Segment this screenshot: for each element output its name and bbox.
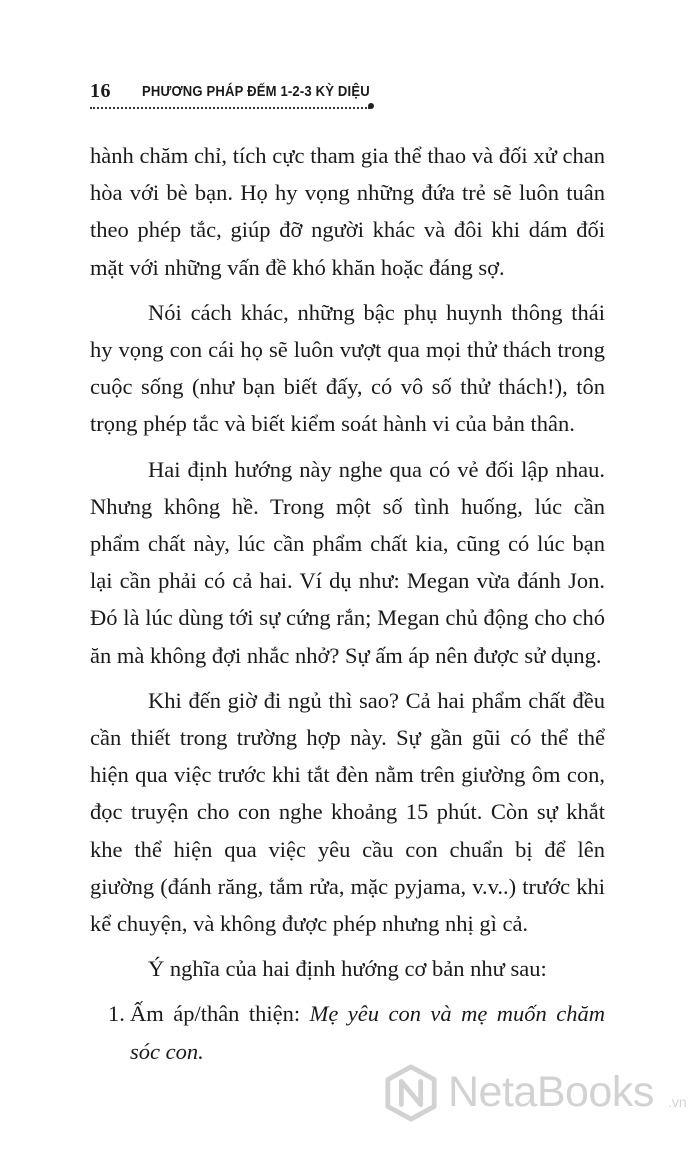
header-dotted-rule	[90, 107, 370, 109]
header-rule-end-dot	[368, 103, 374, 109]
paragraph-continued: hành chăm chỉ, tích cực tham gia thể thao và đối xử chan hòa với bè bạn. Họ hy vọng những đứa trẻ sẽ luôn tuân theo phép tắc, giúp đỡ người khác và đôi khi dám đối mặt với những vấn đề khó khăn hoặc đáng sợ.	[90, 143, 605, 280]
netabooks-logo-icon	[382, 1064, 440, 1122]
body-text	[90, 137, 605, 1070]
paragraph: Ý nghĩa của hai định hướng cơ bản như sau:	[148, 956, 547, 982]
page-number: 16	[90, 80, 111, 102]
book-title: PHƯƠNG PHÁP ĐẾM 1-2-3 KỲ DIỆU	[142, 84, 370, 100]
watermark-text: NetaBooks	[448, 1068, 654, 1116]
list-number: 1.	[108, 1001, 125, 1027]
paragraph: Nói cách khác, những bậc phụ huynh thông thái hy vọng con cái họ sẽ luôn vượt qua mọi thử thách trong cuộc sống (như bạn biết đấy, có vô số thử thách!), tôn trọng phép tắc và biết kiểm soát hành vi của bản thân.	[90, 299, 605, 437]
list-item-quote: Mẹ yêu con và mẹ muốn chăm sóc con.	[130, 1001, 605, 1064]
paragraph: Khi đến giờ đi ngủ thì sao? Cả hai phẩm chất đều cần thiết trong trường hợp này. Sự gần gũi có thể thể hiện qua việc trước khi tắt đèn nằm trên giường ôm con, đọc truyện cho con nghe khoảng 15 phút. Còn sự khắt khe thể hiện qua việc yêu cầu con chuẩn bị để lên giường (đánh răng, tắm rửa, mặc pyjama, v.v..) trước khi kể chuyện, và không được phép nhưng nhị gì cả.	[90, 687, 605, 937]
running-head	[90, 78, 380, 108]
watermark-suffix: .vn	[668, 1094, 687, 1110]
list-item-label: Ấm áp/thân thiện:	[130, 1001, 310, 1027]
paragraph: Hai định hướng này nghe qua có vẻ đối lập nhau. Nhưng không hề. Trong một số tình huống, lúc cần phẩm chất này, lúc cần phẩm chất kia, cũng có lúc bạn lại cần phải có cả hai. Ví dụ như: Megan vừa đánh Jon. Đó là lúc dùng tới sự cứng rắn; Megan chủ động cho chó ăn mà không đợi nhắc nhở? Sự ấm áp nên được sử dụng.	[90, 456, 605, 668]
list-item	[90, 995, 605, 1069]
